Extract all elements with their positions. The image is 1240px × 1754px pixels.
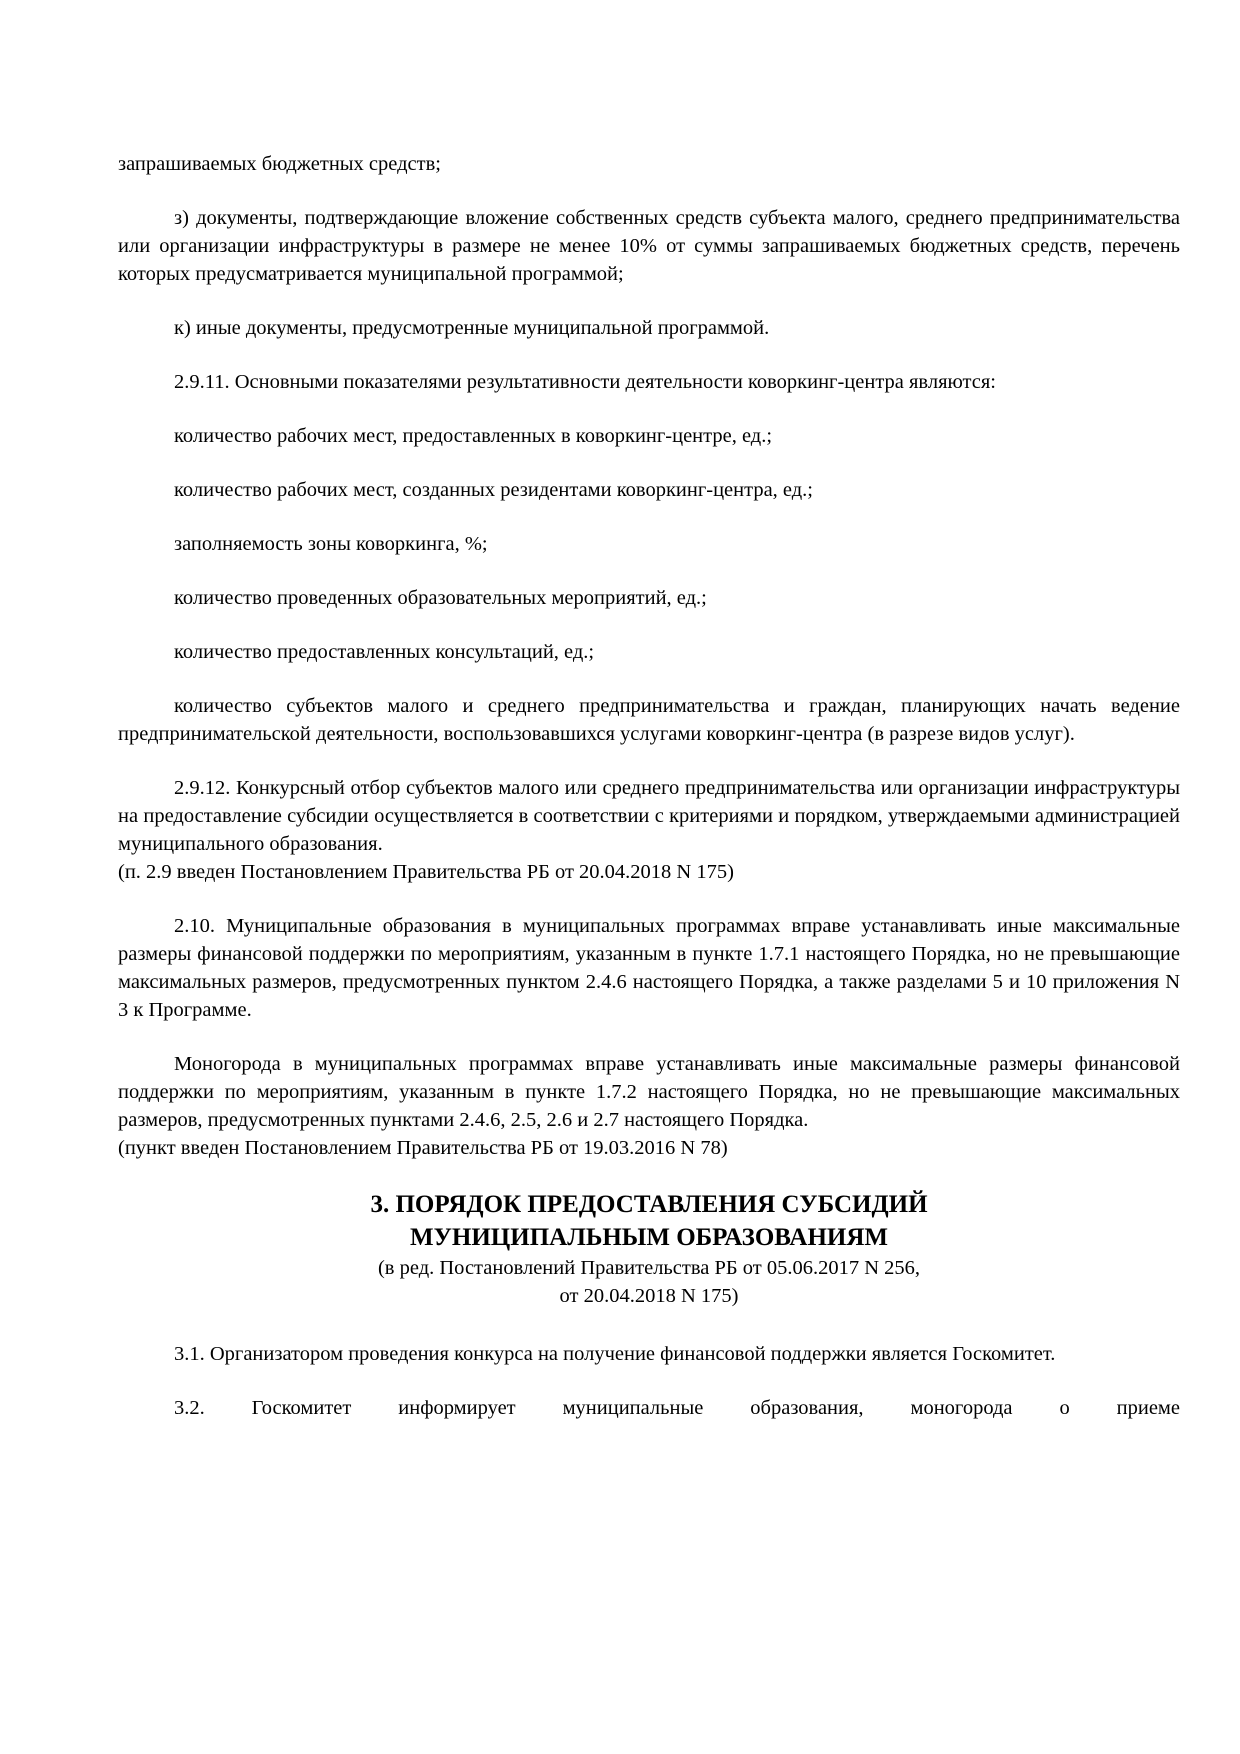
section-3-heading xyxy=(118,1188,1180,1310)
paragraph-k: к) иные документы, предусмотренные муниципальной программой. xyxy=(174,317,770,339)
list-item: количество рабочих мест, предоставленных в коворкинг-центре, ед.; xyxy=(174,425,773,447)
paragraph-monogoroda: Моногорода в муниципальных программах вправе устанавливать иные максимальные размеры финансовой поддержки по мероприятиям, указанным в пункте 1.7.2 настоящего Порядка, но не превышающие максимальных размеров, предусмотренных пунктами 2.4.6, 2.5, 2.6 и 2.7 настоящего Порядка. xyxy=(118,1053,1180,1131)
section-title-line1: 3. ПОРЯДОК ПРЕДОСТАВЛЕНИЯ СУБСИДИЙ xyxy=(370,1191,928,1218)
list-item: заполняемость зоны коворкинга, %; xyxy=(174,533,488,555)
list-item: количество рабочих мест, созданных резидентами коворкинг-центра, ед.; xyxy=(174,479,814,501)
amendment-note: (п. 2.9 введен Постановлением Правительства РБ от 20.04.2018 N 175) xyxy=(118,861,734,883)
list-item: количество предоставленных консультаций, ед.; xyxy=(174,641,595,663)
paragraph-2-9-11: 2.9.11. Основными показателями результативности деятельности коворкинг-центра являются: xyxy=(174,371,996,393)
edition-note-line1: (в ред. Постановлений Правительства РБ от 05.06.2017 N 256, xyxy=(377,1257,921,1279)
list-item: количество субъектов малого и среднего предпринимательства и граждан, планирующих начать ведение предпринимательской деятельности, воспользовавшихся услугами коворкинг-центра (в разрезе видов услуг). xyxy=(118,695,1180,745)
paragraph-continuation: запрашиваемых бюджетных средств; xyxy=(118,153,441,175)
document-page xyxy=(118,150,1180,1448)
paragraph-2-10: 2.10. Муниципальные образования в муниципальных программах вправе устанавливать иные максимальные размеры финансовой поддержки по мероприятиям, указанным в пункте 1.7.1 настоящего Порядка, но не превышающие максимальных размеров, предусмотренных пунктом 2.4.6 настоящего Порядка, а также разделами 5 и 10 приложения N 3 к Программе. xyxy=(118,915,1180,1021)
list-item: количество проведенных образовательных мероприятий, ед.; xyxy=(174,587,707,609)
edition-note-line2: от 20.04.2018 N 175) xyxy=(559,1285,739,1307)
paragraph-3-2: 3.2. Госкомитет информирует муниципальные образования, моногорода о приеме xyxy=(174,1397,1180,1419)
paragraph-z: з) документы, подтверждающие вложение собственных средств субъекта малого, среднего предпринимательства или организации инфраструктуры в размере не менее 10% от суммы запрашиваемых бюджетных средств, перечень которых предусматривается муниципальной программой; xyxy=(118,207,1180,285)
paragraph-3-1: 3.1. Организатором проведения конкурса на получение финансовой поддержки является Госкомитет. xyxy=(174,1343,1056,1365)
amendment-note: (пункт введен Постановлением Правительства РБ от 19.03.2016 N 78) xyxy=(118,1137,728,1159)
paragraph-2-9-12: 2.9.12. Конкурсный отбор субъектов малого или среднего предпринимательства или организации инфраструктуры на предоставление субсидии осуществляется в соответствии с критериями и порядком, утверждаемыми администрацией муниципального образования. xyxy=(118,777,1180,855)
section-title-line2: МУНИЦИПАЛЬНЫМ ОБРАЗОВАНИЯМ xyxy=(409,1224,889,1251)
